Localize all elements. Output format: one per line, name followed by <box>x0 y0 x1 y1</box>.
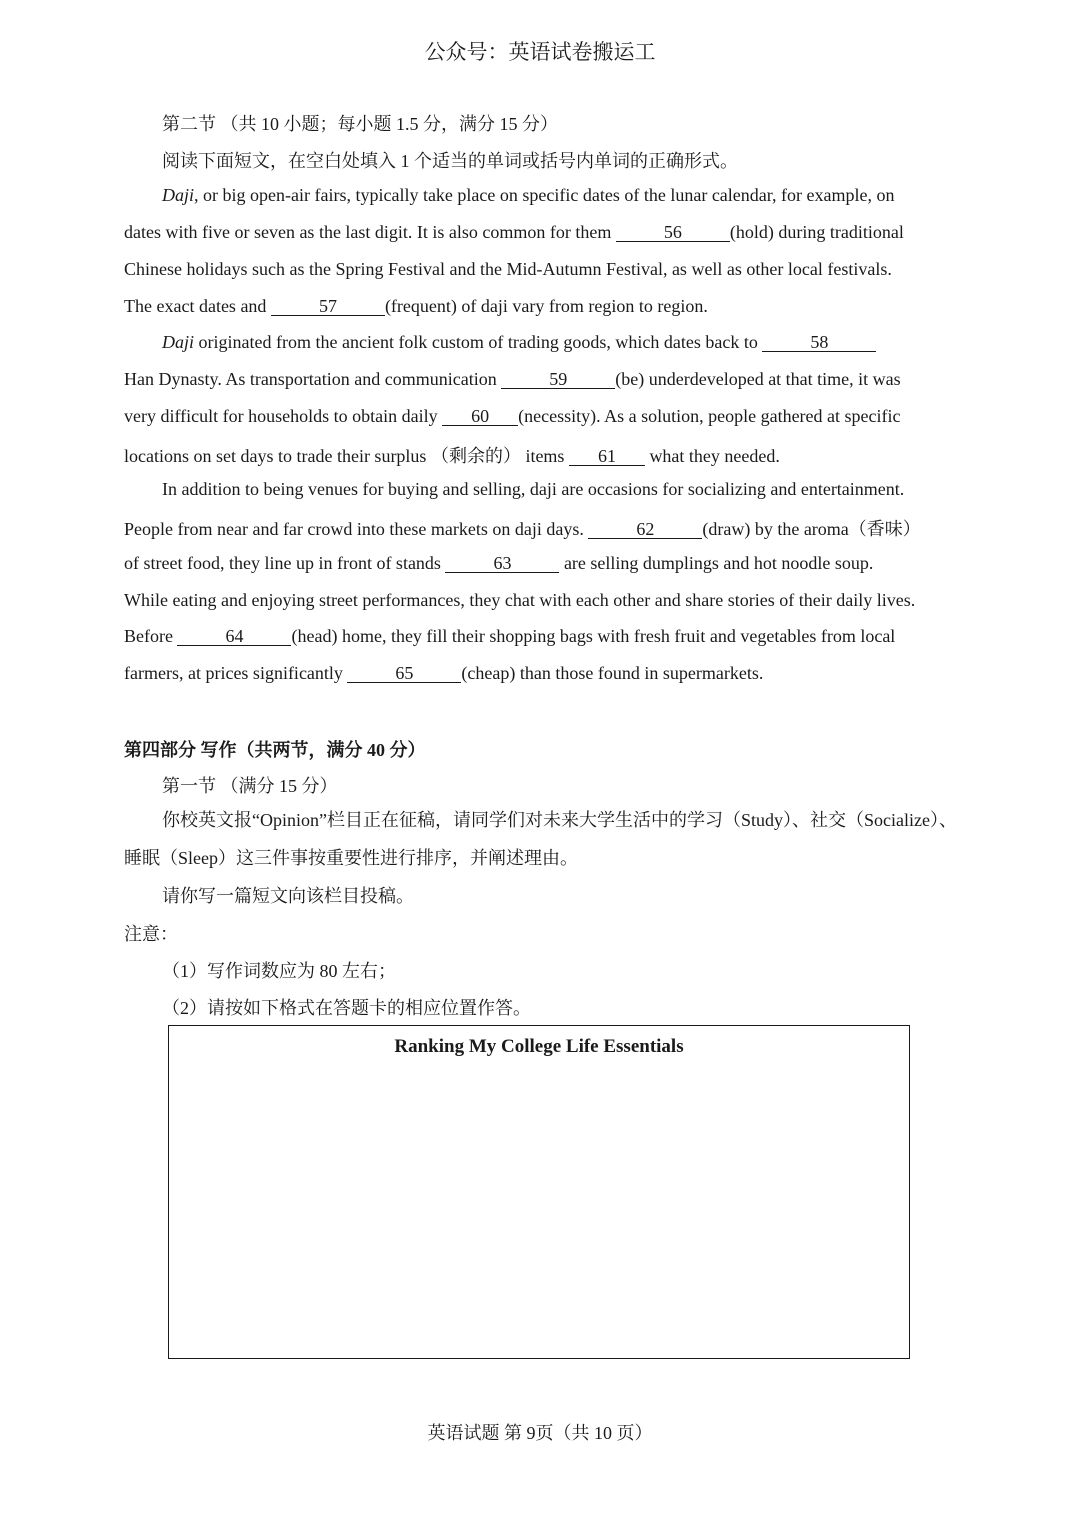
blank-65: 65 <box>347 664 461 683</box>
passage-text: are selling dumplings and hot noodle soup. <box>559 553 874 573</box>
blank-61: 61 <box>569 447 645 466</box>
passage-text: (frequent) of daji vary from region to region. <box>384 296 708 316</box>
passage-text: originated from the ancient folk custom of trading goods, which dates back to <box>194 332 763 352</box>
answer-format-box <box>168 1025 910 1359</box>
passage-line <box>124 626 895 647</box>
passage-text: Before <box>124 626 178 646</box>
blank-57: 57 <box>271 297 385 316</box>
section2-instruction: 阅读下面短文，在空白处填入 1 个适当的单词或括号内单词的正确形式。 <box>162 151 738 171</box>
daji-term: Daji <box>162 185 195 205</box>
passage-text: of street food, they line up in front of stands <box>124 553 446 573</box>
writing-prompt-line3: 请你写一篇短文向该栏目投稿。 <box>162 886 414 906</box>
note-1: （1）写作词数应为 80 左右； <box>162 961 396 981</box>
passage-line: In addition to being venues for buying and selling, daji are occasions for socializing and entertainment. <box>162 479 905 499</box>
passage-line <box>124 222 904 243</box>
passage-line <box>124 553 873 574</box>
writing-prompt-line1: 你校英文报“Opinion”栏目正在征稿，请同学们对未来大学生活中的学习（Study）、社交（Socialize）、 <box>162 810 957 830</box>
part4-heading: 第四部分 写作（共两节，满分 40 分） <box>124 740 426 760</box>
blank-58: 58 <box>762 333 876 352</box>
passage-line <box>124 406 901 427</box>
passage-text: The exact dates and <box>124 296 271 316</box>
passage-text: (head) home, they fill their shopping bags with fresh fruit and vegetables from local <box>291 626 896 646</box>
passage-text: very difficult for households to obtain daily <box>124 406 443 426</box>
writing-prompt-line2: 睡眠（Sleep）这三件事按重要性进行排序，并阐述理由。 <box>124 848 578 868</box>
passage-text: (hold) during traditional <box>729 222 904 242</box>
passage-text: farmers, at prices significantly <box>124 663 348 683</box>
blank-59: 59 <box>501 370 615 389</box>
blank-63: 63 <box>445 554 559 573</box>
section2-heading: 第二节 （共 10 小题；每小题 1.5 分，满分 15 分） <box>162 114 558 134</box>
part4-section1-heading: 第一节 （满分 15 分） <box>162 776 338 796</box>
passage-line <box>124 663 763 684</box>
passage-text: locations on set days to trade their surplus （剩余的） items <box>124 446 569 466</box>
blank-60: 60 <box>442 407 518 426</box>
passage-text: People from near and far crowd into these markets on daji days. <box>124 519 589 539</box>
passage-text: , or big open-air fairs, typically take place on specific dates of the lunar calendar, for example, on <box>194 185 895 205</box>
page-header: 公众号：英语试卷搬运工 <box>424 40 656 64</box>
answer-box-title: Ranking My College Life Essentials <box>394 1036 684 1057</box>
passage-text: (necessity). As a solution, people gathered at specific <box>518 406 901 426</box>
passage-text: what they needed. <box>644 446 780 466</box>
passage-text: dates with five or seven as the last digit. It is also common for them <box>124 222 616 242</box>
passage-line <box>162 185 895 206</box>
blank-56: 56 <box>616 223 730 242</box>
passage-line <box>124 442 780 468</box>
passage-line: While eating and enjoying street performances, they chat with each other and share stories of their daily lives. <box>124 590 916 610</box>
passage-line: Chinese holidays such as the Spring Festival and the Mid-Autumn Festival, as well as other local festivals. <box>124 259 892 279</box>
blank-62: 62 <box>588 520 702 539</box>
blank-64: 64 <box>177 627 291 646</box>
passage-text: Han Dynasty. As transportation and communication <box>124 369 502 389</box>
passage-text: (cheap) than those found in supermarkets. <box>461 663 764 683</box>
passage-line <box>162 332 876 353</box>
passage-line <box>124 369 901 390</box>
passage-text: (draw) by the aroma（香味） <box>702 519 921 539</box>
note-2: （2）请按如下格式在答题卡的相应位置作答。 <box>162 998 531 1018</box>
notes-label: 注意： <box>124 924 178 944</box>
passage-text: (be) underdeveloped at that time, it was <box>615 369 901 389</box>
daji-term: Daji <box>162 332 195 352</box>
passage-line <box>124 296 708 317</box>
page-footer: 英语试题 第 9页（共 10 页） <box>427 1423 653 1443</box>
passage-line <box>124 515 921 541</box>
